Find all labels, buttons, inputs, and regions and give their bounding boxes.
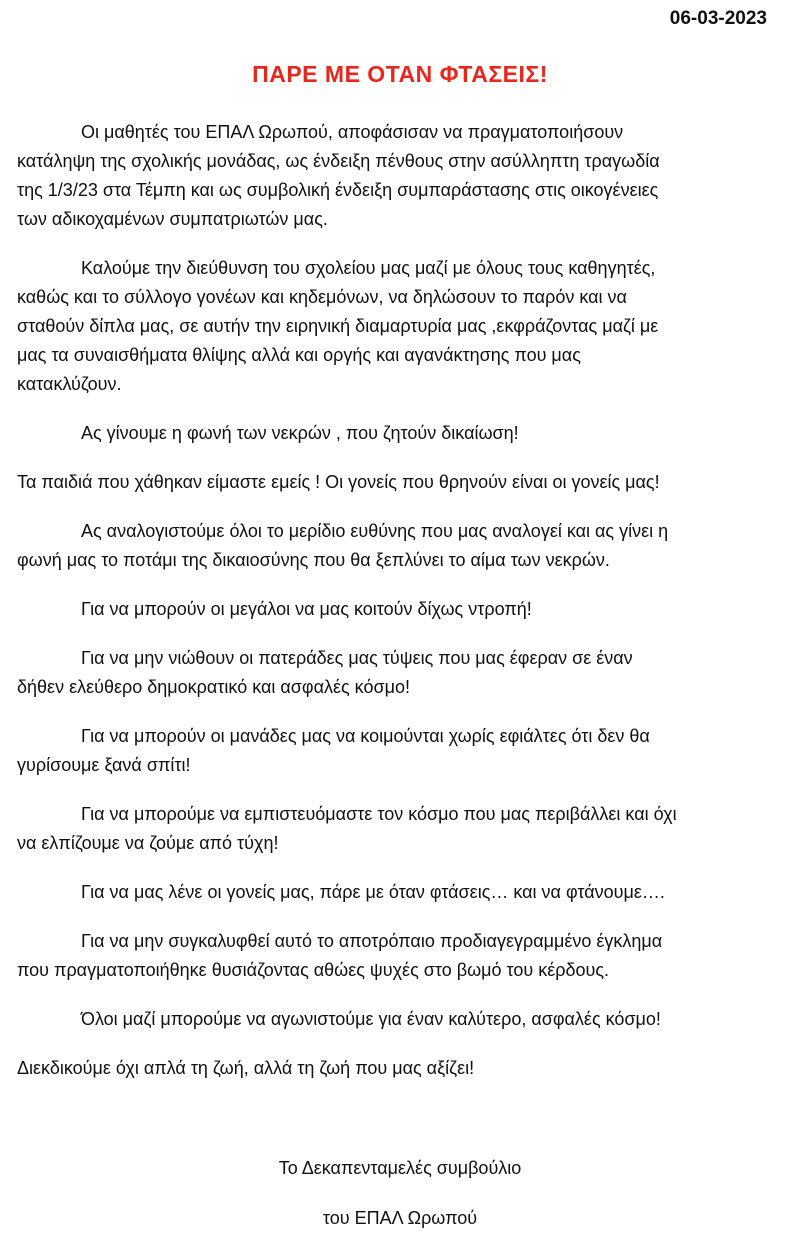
document-body [17,118,792,1103]
paragraph [17,118,792,234]
paragraph [17,419,792,448]
paragraph-line: κατακλύζουν. [17,374,122,394]
paragraph-line: της 1/3/23 στα Τέμπη και ως συμβολική ένδειξη συμπαράστασης στις οικογένειες [17,180,659,200]
paragraph-line: μας τα συναισθήματα θλίψης αλλά και οργής και αγανάκτησης που μας [17,345,581,365]
paragraph-line: που πραγματοποιήθηκε θυσιάζοντας αθώες ψυχές στο βωμό του κέρδους. [17,960,610,980]
paragraph-line: Για να μπορούν οι μανάδες μας να κοιμούνται χωρίς εφιάλτες ότι δεν θα [81,726,650,746]
paragraph-line: Για να μπορούν οι μεγάλοι να μας κοιτούν δίχως ντροπή! [81,599,532,619]
document-date: 06-03-2023 [669,8,767,29]
document-title: ΠΑΡΕ ΜΕ ΟΤΑΝ ΦΤΑΣΕΙΣ! [252,61,548,87]
paragraph-line: κατάληψη της σχολικής μονάδας, ως ένδειξη πένθους στην ασύλληπτη τραγωδία [17,151,660,171]
paragraph [17,927,792,985]
paragraph-line: δήθεν ελεύθερο δημοκρατικό και ασφαλές κόσμο! [17,677,410,697]
paragraph [17,468,792,497]
paragraph-line: γυρίσουμε ξανά σπίτι! [17,755,191,775]
paragraph-line: Για να μπορούμε να εμπιστευόμαστε τον κόσμο που μας περιβάλλει και όχι [81,804,677,824]
paragraph-line: να ελπίζουμε να ζούμε από τύχη! [17,833,279,853]
paragraph [17,800,792,858]
paragraph-line: φωνή μας το ποτάμι της δικαιοσύνης που θα ξεπλύνει το αίμα των νεκρών. [17,550,610,570]
paragraph-line: καθώς και το σύλλογο γονέων και κηδεμόνων, να δηλώσουν το παρόν και να [17,287,627,307]
paragraph-line: Ας αναλογιστούμε όλοι το μερίδιο ευθύνης που μας αναλογεί και ας γίνει η [81,521,669,541]
paragraph [17,722,792,780]
paragraph [17,254,792,399]
paragraph-line: Ας γίνουμε η φωνή των νεκρών , που ζητούν δικαίωση! [81,423,519,443]
paragraph-line: Τα παιδιά που χάθηκαν είμαστε εμείς ! Οι γονείς που θρηνούν είναι οι γονείς μας! [17,472,660,492]
paragraph-line: Οι μαθητές του ΕΠΑΛ Ωρωπού, αποφάσισαν να πραγματοποιήσουν [81,122,624,142]
paragraph-line: Διεκδικούμε όχι απλά τη ζωή, αλλά τη ζωή που μας αξίζει! [17,1058,475,1078]
paragraph-line: σταθούν δίπλα μας, σε αυτήν την ειρηνική διαμαρτυρία μας ,εκφράζοντας μαζί με [17,316,659,336]
paragraph-line: Όλοι μαζί μπορούμε να αγωνιστούμε για έναν καλύτερο, ασφαλές κόσμο! [81,1009,661,1029]
paragraph-line: Καλούμε την διεύθυνση του σχολείου μας μαζί με όλους τους καθηγητές, [81,258,656,278]
paragraph [17,644,792,702]
paragraph [17,878,792,907]
paragraph-line: των αδικοχαμένων συμπατριωτών μας. [17,209,328,229]
paragraph-line: Για να μας λένε οι γονείς μας, πάρε με όταν φτάσεις… και να φτάνουμε…. [81,882,665,902]
paragraph [17,1005,792,1034]
paragraph [17,1054,792,1083]
paragraph-line: Για να μην συγκαλυφθεί αυτό το αποτρόπαιο προδιαγεγραμμένο έγκλημα [81,931,663,951]
paragraph [17,517,792,575]
paragraph [17,595,792,624]
signature-line-2: του ΕΠΑΛ Ωρωπού [322,1208,478,1228]
paragraph-line: Για να μην νιώθουν οι πατεράδες μας τύψεις που μας έφεραν σε έναν [81,648,633,668]
signature-line-1: Το Δεκαπενταμελές συμβούλιο [278,1158,522,1178]
